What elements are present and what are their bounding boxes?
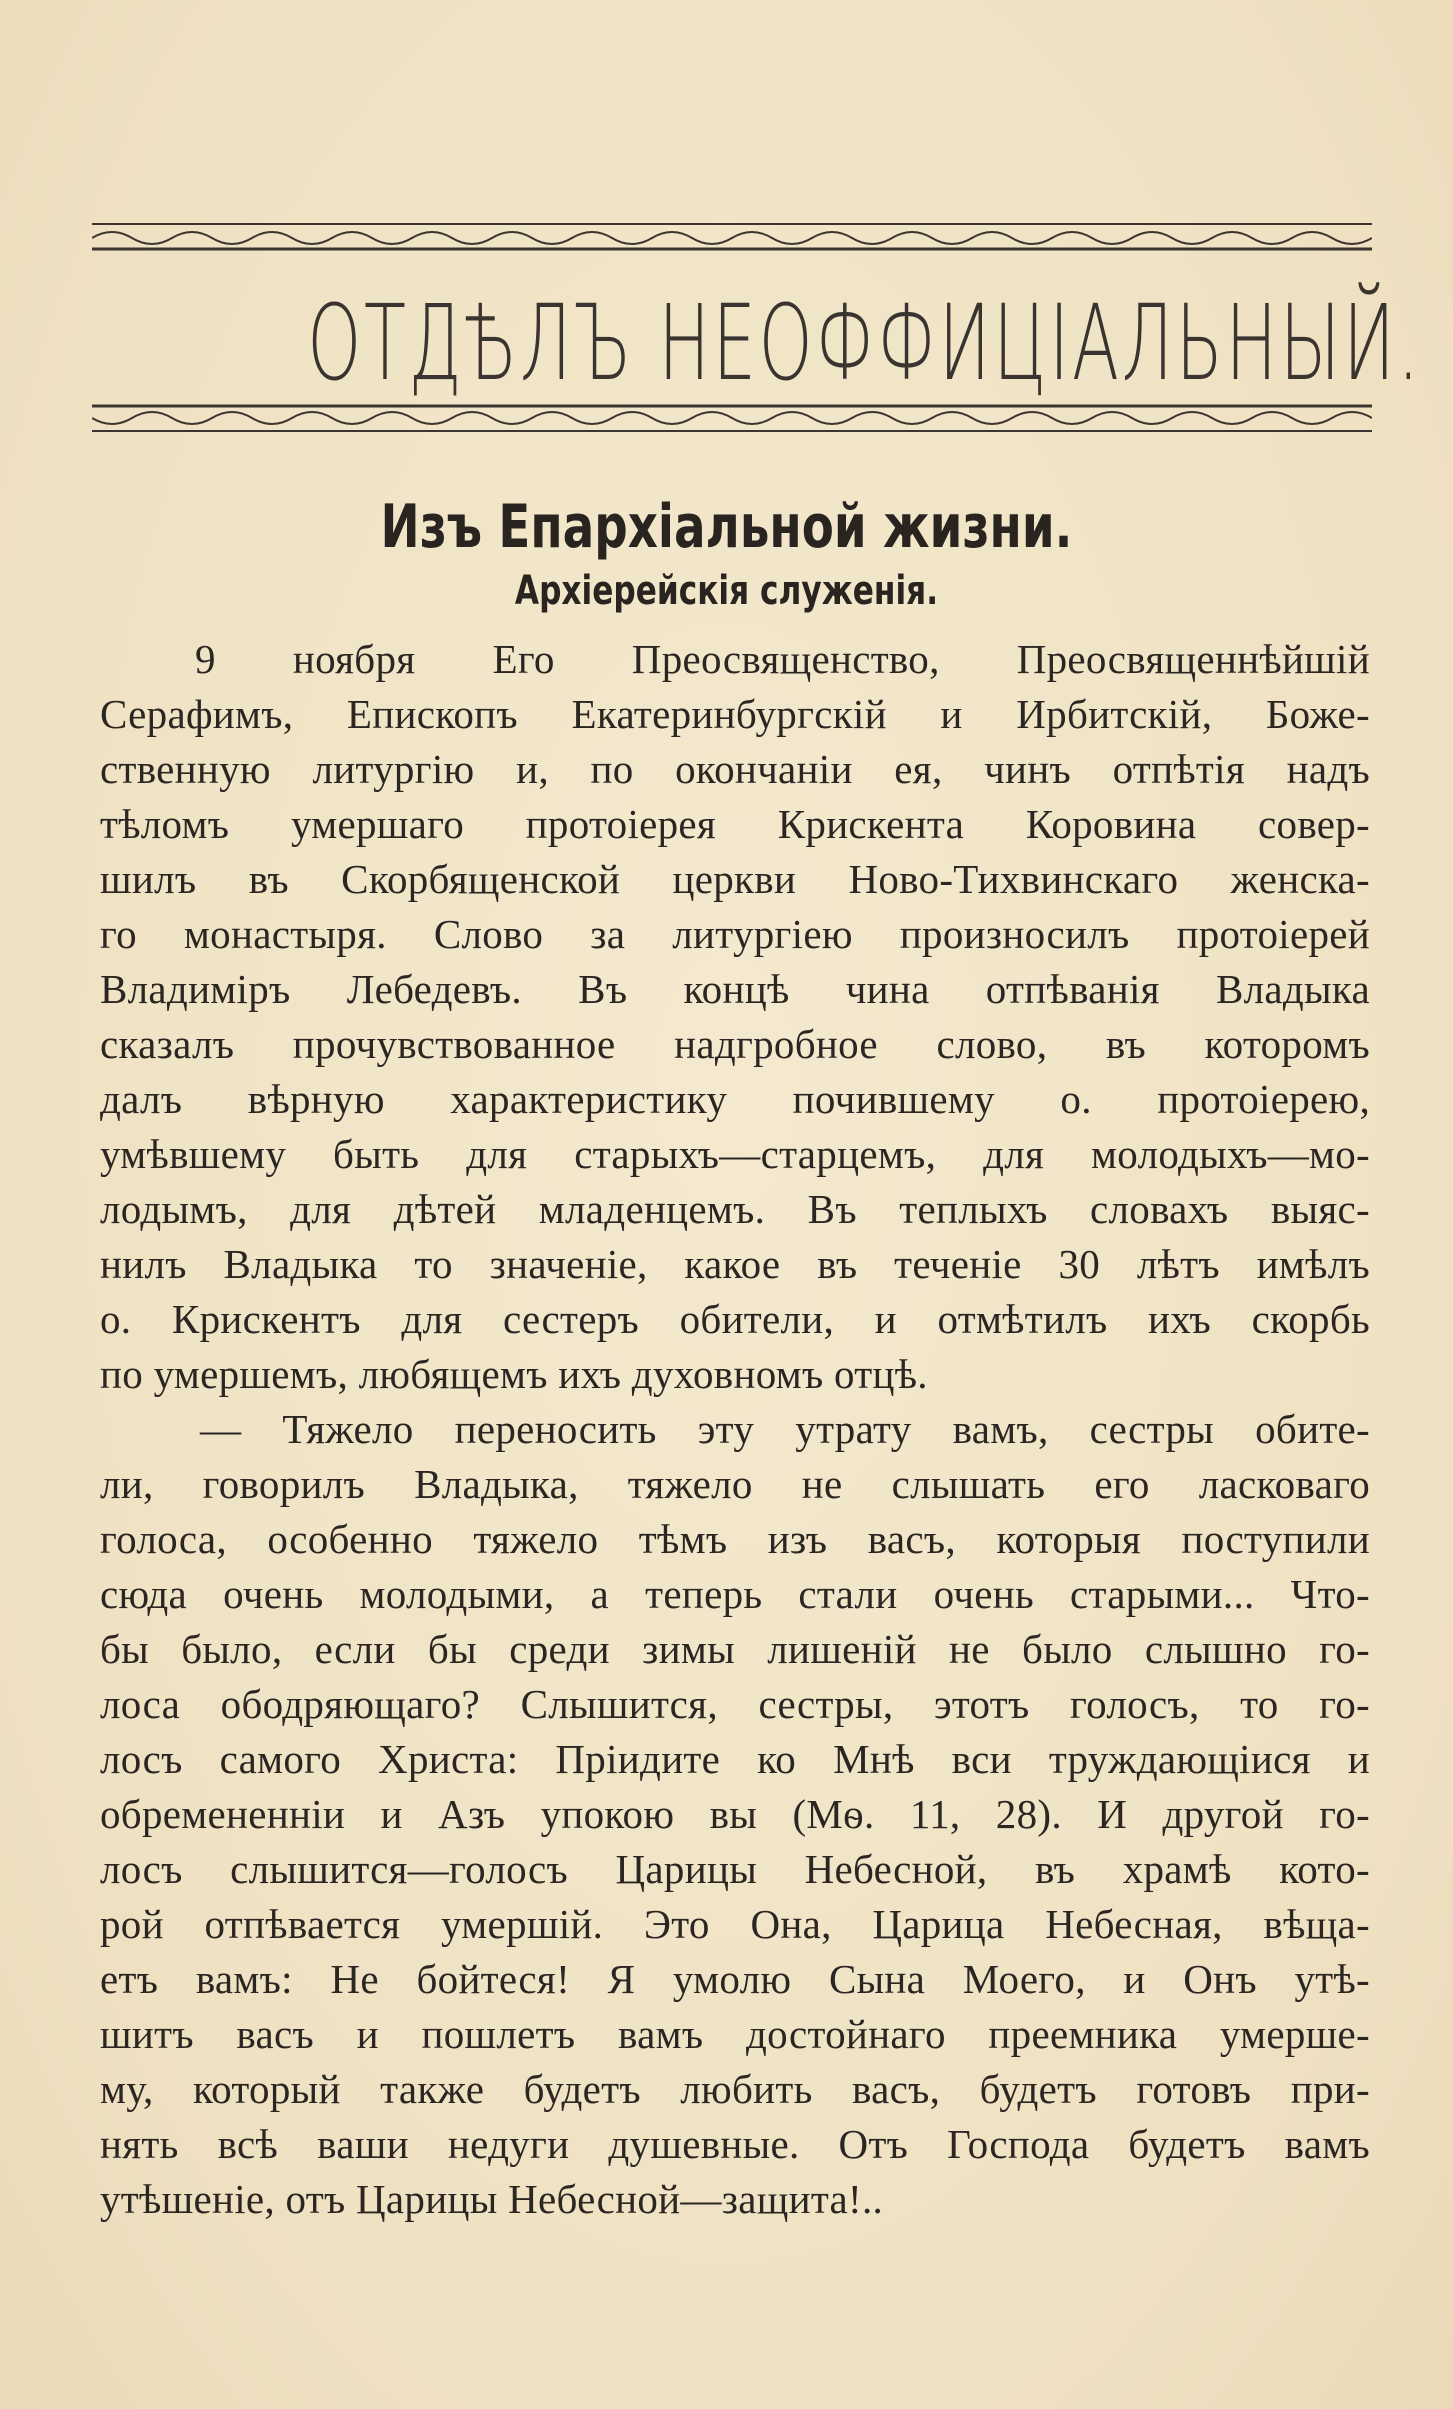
text-line: нилъ Владыка то значеніе, какое въ теченіе 30 лѣтъ имѣлъ: [100, 1241, 1370, 1287]
text-line: голоса, особенно тяжело тѣмъ изъ васъ, которыя поступили: [100, 1516, 1370, 1562]
text-line: далъ вѣрную характеристику почившему о. протоіерею,: [100, 1076, 1370, 1122]
text-line: о. Крискентъ для сестеръ обители, и отмѣтилъ ихъ скорбь: [100, 1296, 1370, 1342]
text-line: ли, говорилъ Владыка, тяжело не слышать его ласковаго: [100, 1461, 1370, 1507]
text-line: лосъ самого Христа: Пріидите ко Мнѣ вси труждающіися и: [100, 1736, 1370, 1782]
article-heading: Изъ Епархіальной жизни.: [380, 492, 1073, 562]
text-line: — Тяжело переносить эту утрату вамъ, сестры обите-: [200, 1406, 1370, 1452]
text-line: лоса ободряющаго? Слышится, сестры, этотъ голосъ, то го-: [100, 1681, 1370, 1727]
text-line: ственную литургію и, по окончаніи ея, чинъ отпѣтія надъ: [100, 746, 1370, 792]
text-line: сюда очень молодыми, а теперь стали очень старыми... Что-: [100, 1571, 1370, 1617]
text-line: Владиміръ Лебедевъ. Въ концѣ чина отпѣванія Владыка: [100, 966, 1370, 1012]
paragraph-1: [100, 632, 1370, 1402]
text-line: рой отпѣвается умершій. Это Она, Царица Небесная, вѣща-: [100, 1901, 1370, 1947]
text-line: по умершемъ, любящемъ ихъ духовномъ отцѣ.: [100, 1351, 928, 1397]
text-line: умѣвшему быть для старыхъ—старцемъ, для молодыхъ—мо-: [100, 1131, 1370, 1177]
article-subheading: Архіерейскія служенія.: [514, 568, 939, 614]
text-line: го монастыря. Слово за литургіею произносилъ протоіерей: [100, 911, 1370, 957]
text-line: шитъ васъ и пошлетъ вамъ достойнаго преемника умерше-: [100, 2011, 1370, 2057]
paragraph-2: [100, 1402, 1370, 2227]
text-line: лодымъ, для дѣтей младенцемъ. Въ теплыхъ словахъ выяс-: [100, 1186, 1370, 1232]
text-line: Серафимъ, Епископъ Екатеринбургскій и Ирбитскій, Боже-: [100, 691, 1370, 737]
bottom-ornament: [92, 402, 1372, 436]
section-title: ОТДѢЛЪ НЕОФФИЦІАЛЬНЫЙ.: [307, 282, 1422, 404]
top-ornament: [92, 218, 1372, 252]
text-line: му, который также будетъ любить васъ, будетъ готовъ при-: [100, 2066, 1370, 2112]
text-line: 9 ноября Его Преосвященство, Преосвященнѣйшій: [195, 636, 1370, 682]
text-line: бы было, если бы среди зимы лишеній не было слышно го-: [100, 1626, 1370, 1672]
text-line: утѣшеніе, отъ Царицы Небесной—защита!..: [100, 2176, 884, 2222]
text-line: лосъ слышится—голосъ Царицы Небесной, въ храмѣ кото-: [100, 1846, 1370, 1892]
text-line: шилъ въ Скорбященской церкви Ново-Тихвинскаго женска-: [100, 856, 1370, 902]
text-line: етъ вамъ: Не бойтеся! Я умолю Сына Моего, и Онъ утѣ-: [100, 1956, 1370, 2002]
text-line: обремененніи и Азъ упокою вы (Мѳ. 11, 28). И другой го-: [100, 1791, 1370, 1837]
text-line: нять всѣ ваши недуги душевные. Отъ Господа будетъ вамъ: [100, 2121, 1370, 2167]
article-body: [100, 632, 1370, 2227]
text-line: тѣломъ умершаго протоіерея Крискента Коровина совер-: [100, 801, 1370, 847]
text-line: сказалъ прочувствованное надгробное слово, въ которомъ: [100, 1021, 1370, 1067]
